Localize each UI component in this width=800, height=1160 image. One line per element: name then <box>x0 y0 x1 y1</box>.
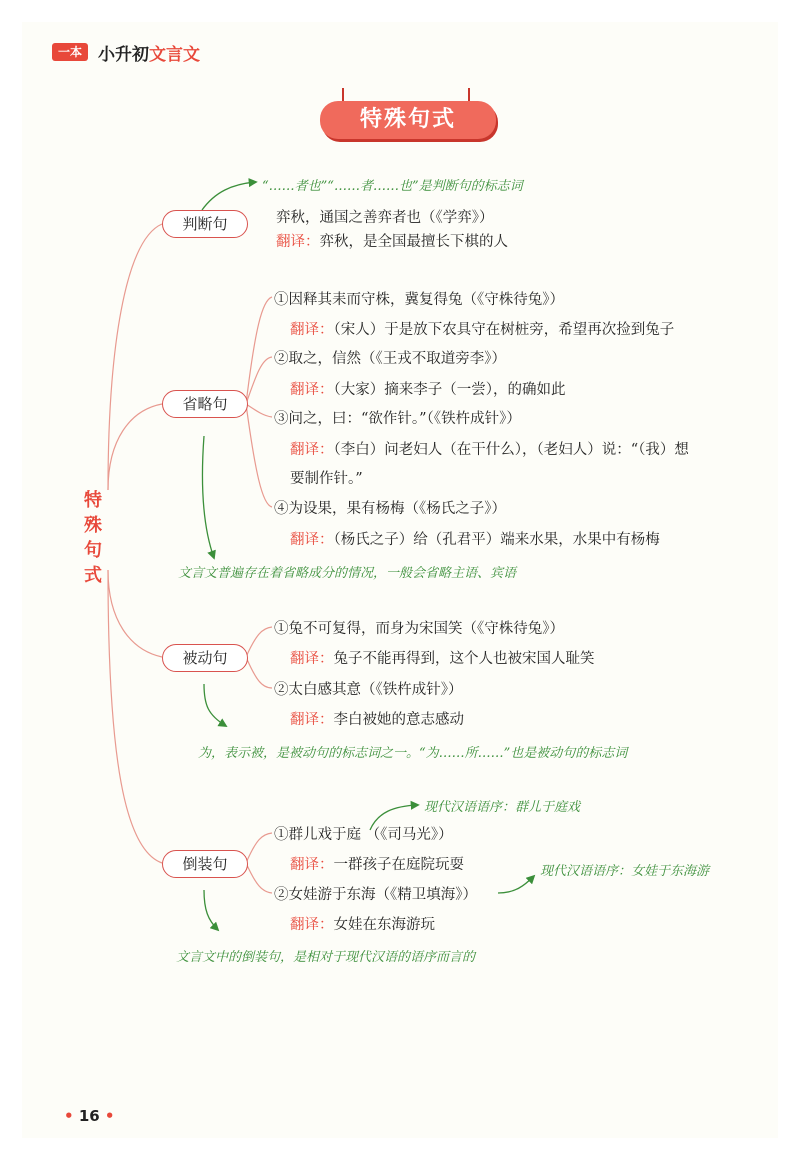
example-shenglue-4: ④为设果，果有杨梅（《杨氏之子》） <box>274 501 506 517</box>
order-note-daozhuang-1: 现代汉语语序：群儿于庭戏 <box>424 800 581 815</box>
translation-beidong-1: 翻译：兔子不能再得到，这个人也被宋国人耻笑 <box>290 651 595 667</box>
series-badge: 一本 <box>52 43 88 61</box>
node-daozhuang: 倒装句 <box>162 850 248 878</box>
translation-panduan: 翻译：弈秋，是全国最擅长下棋的人 <box>276 234 508 250</box>
translation-shenglue-1: 翻译：（宋人）于是放下农具守在树桩旁，希望再次捡到兔子 <box>290 322 675 338</box>
translation-daozhuang-2: 翻译：女娃在东海游玩 <box>290 917 435 933</box>
translation-shenglue-3: 翻译：（李白）问老妇人（在干什么），（老妇人）说：“（我）想 <box>290 442 689 458</box>
book-title-part2: 文言文 <box>149 45 200 65</box>
example-daozhuang-1: ①群儿戏于庭 （《司马光》） <box>274 827 453 843</box>
page-number: • 16 • <box>64 1107 115 1125</box>
translation-daozhuang-1: 翻译：一群孩子在庭院玩耍 <box>290 857 464 873</box>
example-daozhuang-2: ②女娃游于东海（《精卫填海》） <box>274 887 477 903</box>
order-note-daozhuang-2: 现代汉语语序：女娃于东海游 <box>540 864 710 879</box>
book-title <box>98 40 200 65</box>
section-banner: 特殊句式 <box>320 101 496 139</box>
example-shenglue-2: ②取之，信然（《王戎不取道旁李》） <box>274 351 506 367</box>
translation-shenglue-3-cont: 要制作针。” <box>290 471 363 487</box>
book-title-part1: 小升初 <box>98 45 149 65</box>
example-panduan: 弈秋，通国之善弈者也（《学弈》） <box>276 210 494 226</box>
banner-pin-right <box>468 88 470 102</box>
translate-label: 翻译： <box>276 234 320 250</box>
note-beidong: 为，表示被，是被动句的标志词之一。“为……所……”也是被动句的标志词 <box>198 746 628 761</box>
translation-shenglue-4: 翻译：（杨氏之子）给（孔君平）端来水果，水果中有杨梅 <box>290 532 660 548</box>
translation-shenglue-2: 翻译：（大家）摘来李子（一尝），的确如此 <box>290 382 566 398</box>
example-shenglue-1: ①因释其耒而守株，冀复得兔（《守株待兔》） <box>274 292 564 308</box>
node-beidong: 被动句 <box>162 644 248 672</box>
vertical-root-title: 特殊句式 <box>84 490 102 586</box>
banner-pin-left <box>342 88 344 102</box>
node-panduan: 判断句 <box>162 210 248 238</box>
note-panduan: “……者也”“……者……也”是判断句的标志词 <box>262 179 523 194</box>
node-shenglue: 省略句 <box>162 390 248 418</box>
translation-beidong-2: 翻译：李白被她的意志感动 <box>290 712 464 728</box>
example-shenglue-3: ③问之，曰：“欲作针。”（《铁杵成针》） <box>274 411 521 427</box>
example-beidong-1: ①兔不可复得，而身为宋国笑（《守株待兔》） <box>274 621 564 637</box>
example-beidong-2: ②太白感其意（《铁杵成针》） <box>274 682 463 698</box>
note-shenglue: 文言文普遍存在着省略成分的情况，一般会省略主语、宾语 <box>178 566 517 581</box>
note-daozhuang: 文言文中的倒装句，是相对于现代汉语的语序而言的 <box>176 950 476 965</box>
